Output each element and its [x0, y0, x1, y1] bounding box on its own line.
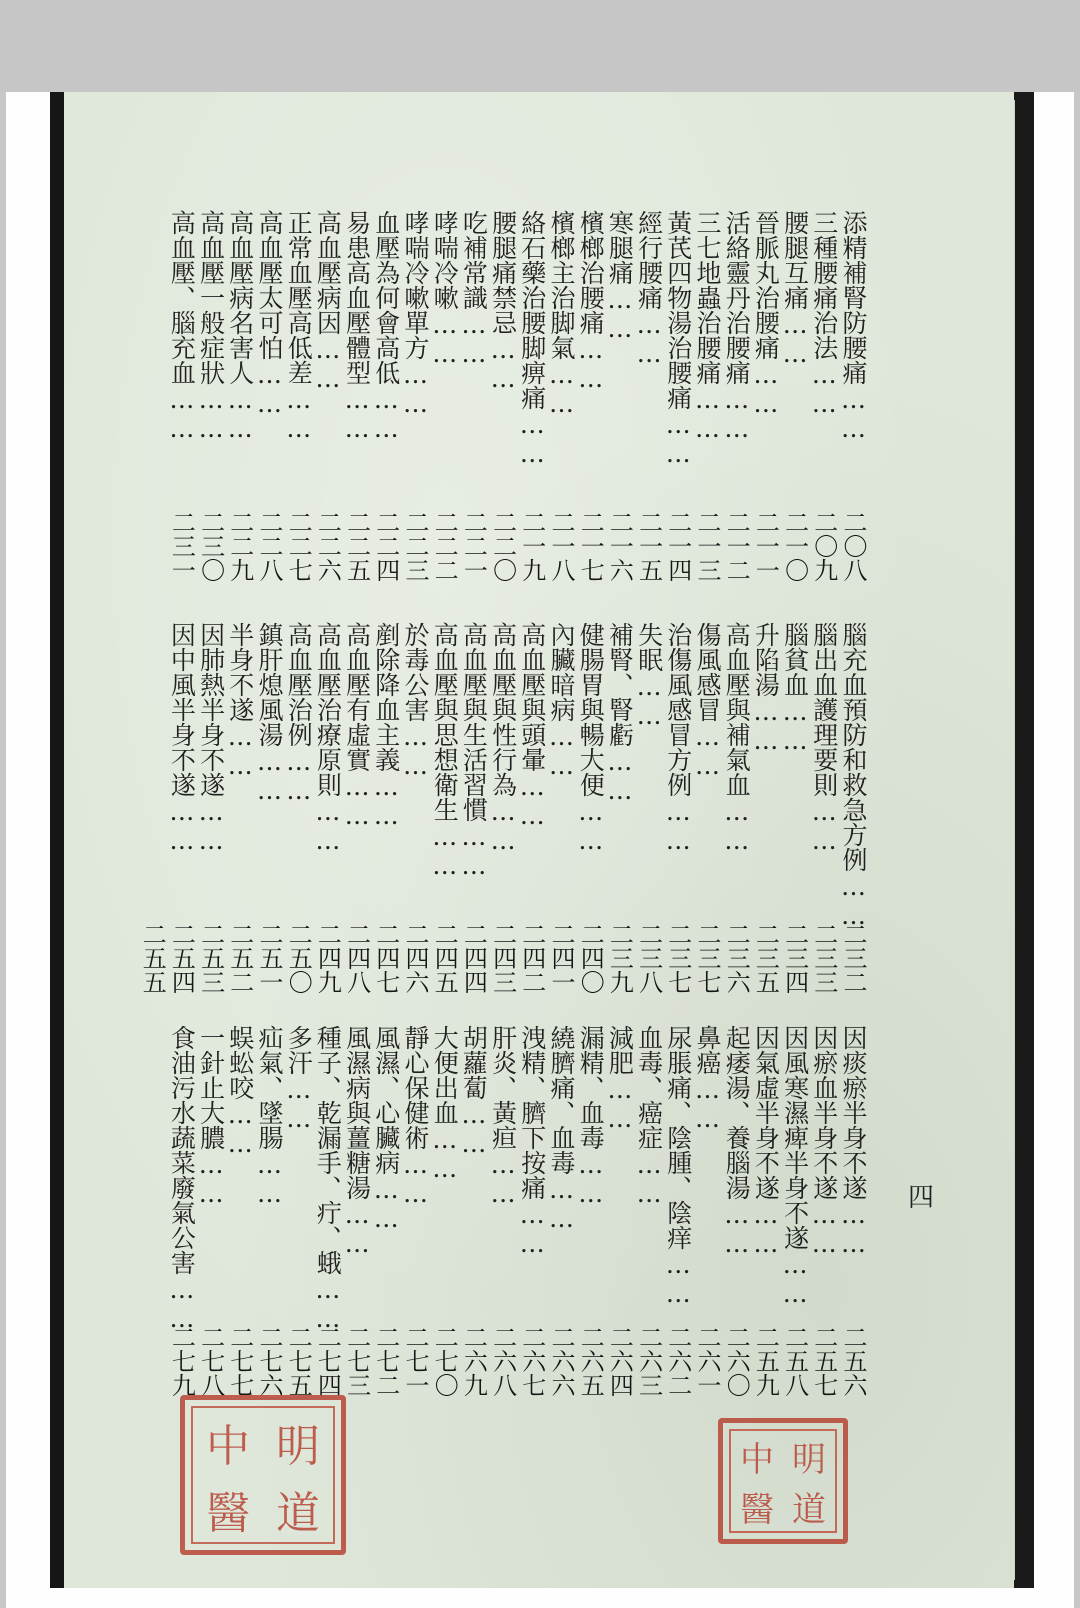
toc-entry-title: 黃芪四物湯治腰痛……	[663, 210, 693, 468]
toc-entry-page: 二四〇	[576, 922, 605, 994]
toc-entry-page: 二六二	[663, 1325, 692, 1397]
toc-entry-title: 高血壓與頭暈……	[517, 622, 547, 830]
toc-entry-page: 二一四	[663, 510, 692, 582]
toc-entry-page: 二三七	[693, 922, 721, 994]
toc-entry-page: 二六六	[547, 1325, 575, 1397]
toc-entry-title: 繞臍痛、血毒……	[547, 1025, 576, 1233]
toc-entry-page: 二五四	[167, 922, 196, 994]
toc-entry-page: 二四七	[371, 922, 400, 994]
toc-entry-title: 傷風感冒……	[693, 622, 722, 780]
toc-entry-title: 高血壓治例……	[284, 622, 314, 805]
toc-entry-title: 三種腰痛治法……	[809, 210, 839, 418]
toc-entry-page: 二四四	[459, 922, 488, 994]
toc-entry-page: 二四九	[313, 922, 342, 994]
toc-entry-title: 漏精、血毒……	[576, 1025, 606, 1208]
toc-entry-title: 減肥……	[605, 1025, 635, 1133]
toc-entry-title: 因痰瘀半身不遂……	[839, 1025, 868, 1258]
toc-entry-page: 二六三	[634, 1325, 663, 1397]
toc-entry-title: 活絡靈丹治腰痛……	[722, 210, 752, 443]
toc-entry-title: 高血壓與補氣血……	[722, 622, 752, 855]
toc-entry-title: 補腎、腎虧……	[605, 622, 635, 805]
toc-entry-title: 尿脹痛、陰腫、陰痒……	[663, 1025, 693, 1308]
toc-entry-page: 二六一	[693, 1325, 721, 1397]
toc-entry-page: 二三五	[751, 922, 780, 994]
toc-entry-page: 二二八	[255, 510, 283, 582]
toc-entry-page: 二一八	[547, 510, 575, 582]
red-seal-stamp	[180, 1395, 346, 1555]
toc-entry-page: 二二五	[342, 510, 371, 582]
toc-entry-page: 二七一	[401, 1325, 429, 1397]
toc-entry-page: 二七八	[196, 1325, 225, 1397]
toc-entry-title: 因氣虛半身不遂……	[751, 1025, 781, 1258]
toc-entry-title: 晉脈丸治腰痛……	[751, 210, 781, 418]
toc-entry-title: 血毒、癌症……	[634, 1025, 664, 1208]
toc-entry-page: 二六四	[605, 1325, 634, 1397]
toc-entry-page: 二三八	[634, 922, 663, 994]
toc-entry-page: 二二九	[225, 510, 254, 582]
toc-entry-title: 添精補腎防腰痛……	[839, 210, 868, 443]
toc-entry-title: 高血壓太可怕……	[255, 210, 284, 418]
toc-entry-title: 絡石藥治腰脚痹痛……	[517, 210, 547, 468]
toc-entry-title: 一針止大膿……	[196, 1025, 226, 1208]
toc-entry-title: 鎮肝熄風湯……	[255, 622, 284, 805]
toc-entry-page: 二四六	[401, 922, 429, 994]
red-seal-stamp-small	[718, 1418, 848, 1544]
toc-entry-title: 因風寒濕痺半身不遂……	[780, 1025, 810, 1308]
toc-entry-title: 腦充血預防和救急方例……	[839, 622, 868, 930]
toc-entry-title: 大便出血……	[430, 1025, 460, 1183]
seal-glyph: 中	[740, 1439, 774, 1480]
toc-entry-page: 二三九	[605, 922, 634, 994]
toc-entry-page: 二四一	[547, 922, 575, 994]
toc-entry-page: 二〇九	[809, 510, 838, 582]
toc-entry-title: 失眠……	[634, 622, 664, 730]
toc-entry-page: 二六五	[576, 1325, 605, 1397]
toc-entry-title: 剷除降血主義……	[371, 622, 401, 830]
toc-entry-title: 於毒公害……	[401, 622, 430, 780]
toc-entry-title: 因中風半身不遂……	[167, 622, 197, 855]
page-number: 四	[907, 1183, 934, 1213]
toc-entry-title: 起痿湯、養腦湯……	[722, 1025, 752, 1258]
toc-entry-title: 寒腿痛……	[605, 210, 635, 343]
toc-entry-page: 二七三	[342, 1325, 371, 1397]
toc-entry-page: 二二三	[401, 510, 429, 582]
toc-entry-title: 高血壓、腦充血……	[167, 210, 197, 443]
toc-entry-page: 二五二	[225, 922, 254, 994]
toc-entry-page: 二二一	[459, 510, 488, 582]
toc-entry-title: 高血壓一般症狀……	[196, 210, 226, 443]
toc-entry-title: 蜈蚣咬……	[225, 1025, 255, 1158]
toc-entry-page: 二三二	[839, 922, 867, 994]
toc-entry-title: 腰腿互痛……	[780, 210, 810, 368]
toc-entry-page: 二一〇	[780, 510, 809, 582]
toc-entry-page: 二六九	[459, 1325, 488, 1397]
toc-entry-page: 二二〇	[488, 510, 517, 582]
toc-entry-title: 治傷風感冒方例……	[663, 622, 693, 855]
toc-entry-page: 二三六	[722, 922, 751, 994]
toc-entry-title: 多汗……	[284, 1025, 314, 1133]
toc-entry-title: 高血壓與性行為……	[488, 622, 518, 855]
toc-entry-page: 二七六	[255, 1325, 283, 1397]
seal-glyph: 明	[792, 1439, 826, 1480]
toc-entry-title: 高血壓病因……	[313, 210, 343, 393]
toc-entry-title: 哮喘冷嗽單方……	[401, 210, 430, 418]
toc-entry-title: 因肺熱半身不遂……	[196, 622, 226, 855]
toc-entry-page: 二一一	[751, 510, 780, 582]
toc-entry-title: 健腸胃與暢大便……	[576, 622, 606, 855]
toc-entry-page: 二五五	[138, 922, 167, 994]
toc-entry-page: 二四五	[430, 922, 459, 994]
toc-entry-page: 二七二	[371, 1325, 400, 1397]
toc-entry-title: 檳榔治腰痛……	[576, 210, 606, 393]
toc-entry-title: 檳榔主治脚氣……	[547, 210, 576, 418]
toc-entry-page: 二五七	[809, 1325, 838, 1397]
seal-glyph: 明	[276, 1420, 320, 1472]
toc-entry-title: 食油污水蔬菜廢氣公害……	[167, 1025, 197, 1333]
toc-entry-page: 二五八	[780, 1325, 809, 1397]
toc-entry-page: 二四二	[517, 922, 546, 994]
toc-entry-title: 腦出血護理要則……	[809, 622, 839, 855]
toc-entry-page: 二五六	[839, 1325, 867, 1397]
toc-entry-title: 風濕、心臟病……	[371, 1025, 401, 1233]
toc-entry-page: 二一七	[576, 510, 605, 582]
toc-entry-title: 半身不遂……	[225, 622, 255, 780]
toc-entry-page: 二一三	[693, 510, 721, 582]
toc-entry-title: 風濕病與薑糖湯……	[342, 1025, 372, 1258]
toc-entry-page: 二四八	[342, 922, 371, 994]
toc-entry-title: 胡蘿蔔……	[459, 1025, 489, 1158]
seal-glyph: 道	[792, 1489, 826, 1530]
toc-entry-title: 吃補常識……	[459, 210, 489, 368]
toc-entry-page: 二六七	[517, 1325, 546, 1397]
toc-entry-page: 二二四	[371, 510, 400, 582]
toc-entry-title: 經行腰痛……	[634, 210, 664, 368]
toc-entry-page: 二三四	[780, 922, 809, 994]
toc-entry-title: 肝炎、黃疸……	[488, 1025, 518, 1208]
toc-entry-page: 二七五	[284, 1325, 313, 1397]
toc-entry-page: 二六八	[488, 1325, 517, 1397]
toc-entry-title: 血壓為何會高低……	[371, 210, 401, 443]
toc-entry-page: 二五三	[196, 922, 225, 994]
toc-entry-page: 二六〇	[722, 1325, 751, 1397]
toc-entry-title: 易患高血壓體型……	[342, 210, 372, 443]
toc-entry-page: 二七七	[225, 1325, 254, 1397]
toc-entry-title: 種子、乾漏手、疔、蛾……	[313, 1025, 343, 1333]
toc-entry-title: 腰腿痛禁忌……	[488, 210, 518, 393]
scan-top-band	[0, 0, 1080, 92]
toc-entry-page: 二五〇	[284, 922, 313, 994]
seal-glyphs-small	[729, 1429, 837, 1533]
toc-entry-page: 二五九	[751, 1325, 780, 1397]
toc-entry-title: 高血壓有虛實……	[342, 622, 372, 830]
toc-entry-page: 二四三	[488, 922, 517, 994]
toc-entry-title: 洩精、臍下按痛……	[517, 1025, 547, 1258]
toc-entry-title: 鼻癌……	[693, 1025, 722, 1133]
toc-entry-title: 高血壓治療原則……	[313, 622, 343, 855]
toc-entry-page: 二七〇	[430, 1325, 459, 1397]
toc-entry-title: 高血壓與生活習慣……	[459, 622, 489, 880]
toc-entry-page: 二二七	[284, 510, 313, 582]
seal-glyph: 道	[276, 1487, 320, 1539]
toc-entry-page: 二三〇	[196, 510, 225, 582]
toc-entry-page: 二二二	[430, 510, 459, 582]
toc-entry-title: 升陷湯……	[751, 622, 781, 755]
toc-entry-page: 二七九	[167, 1325, 196, 1397]
toc-entry-page: 二〇八	[839, 510, 867, 582]
toc-entry-page: 二一二	[722, 510, 751, 582]
toc-entry-page: 二三三	[809, 922, 838, 994]
toc-entry-title: 疝氣、墜腸……	[255, 1025, 284, 1208]
toc-entry-page: 二一九	[517, 510, 546, 582]
toc-entry-title: 正常血壓高低差……	[284, 210, 314, 443]
toc-entry-title: 三七地蟲治腰痛……	[693, 210, 722, 443]
toc-entry-title: 腦貧血……	[780, 622, 810, 755]
toc-entry-title: 高血壓與思想衛生……	[430, 622, 460, 880]
seal-glyph: 醫	[740, 1489, 774, 1530]
toc-entry-page: 二五一	[255, 922, 283, 994]
toc-entry-page: 二三一	[167, 510, 196, 582]
toc-entry-page: 二二六	[313, 510, 342, 582]
seal-glyph: 醫	[206, 1487, 250, 1539]
toc-entry-page: 二七四	[313, 1325, 342, 1397]
toc-entry-title: 哮喘冷嗽……	[430, 210, 460, 368]
toc-entry-page: 二一六	[605, 510, 634, 582]
seal-glyph: 中	[206, 1420, 250, 1472]
toc-entry-title: 靜心保健術……	[401, 1025, 430, 1208]
toc-entry-page: 二三七	[663, 922, 692, 994]
toc-entry-page: 二一五	[634, 510, 663, 582]
toc-entry-title: 因瘀血半身不遂……	[809, 1025, 839, 1258]
toc-entry-title: 高血壓病名害人……	[225, 210, 255, 443]
toc-entry-title: 內臟暗病……	[547, 622, 576, 780]
seal-glyphs	[191, 1406, 335, 1544]
